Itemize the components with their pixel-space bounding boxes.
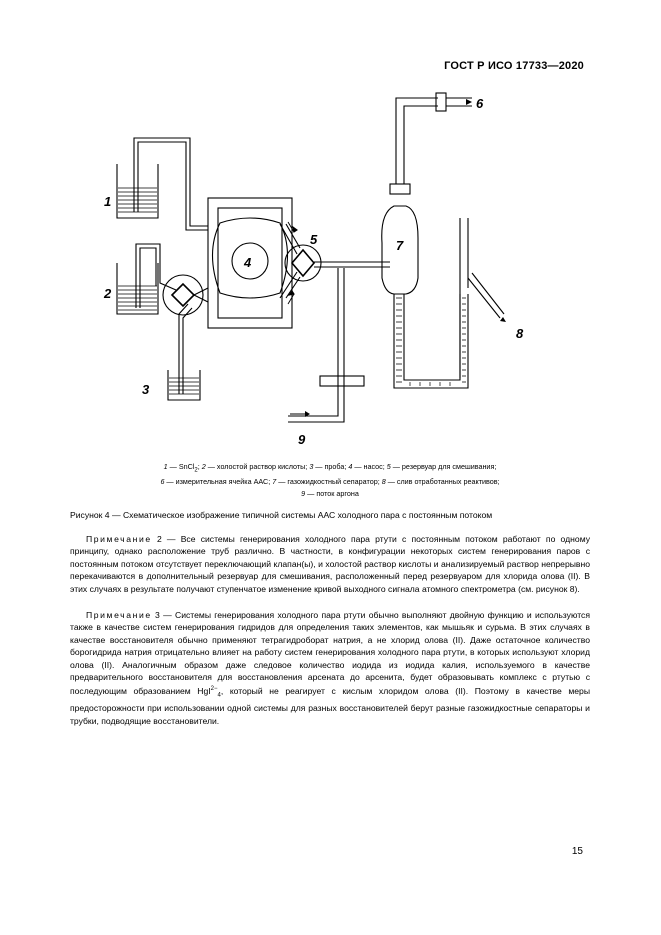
aas-system-diagram <box>80 78 560 453</box>
vessel-2-blank <box>117 244 176 314</box>
vessel-3-sample <box>168 304 200 400</box>
document-header: ГОСТ Р ИСО 17733—2020 <box>444 60 584 72</box>
label-8: 8 <box>516 326 524 341</box>
note-2: Примечание 2 — Все системы генерирования холодного пара ртути с постоянным потоком работают по одному принципу, однако расположение труб различно. В частности, в конфигурации некоторых систем генерирования паров с постоянным потоком отсутствует переключающий клапан(ы), и холостой раствор кислоты и анализируемый раствор непрерывно перекачиваются в дополнительный резервуар для смешивания, расположенный перед резервуаром для хлорида олова (II). В этих случаях в результате получают ступенчатое изменение кривой выходного сигнала атомного спектрометра (см. рисунок 8). <box>70 534 590 594</box>
label-7: 7 <box>396 238 404 253</box>
label-5: 5 <box>310 232 318 247</box>
page-number: 15 <box>571 846 583 857</box>
label-2: 2 <box>104 286 112 301</box>
label-3: 3 <box>142 382 150 397</box>
label-1: 1 <box>104 194 112 209</box>
note-3: Примечание 3 — Системы генерирования холодного пара ртути обычно выполняют двойную функцию и используются также в качестве систем генерирования гидридов для определения таких элементов, как мышьяк и сурьма. В этих случаях в качестве восстановителя обычно применяют тетрагидроборат натрия, а не хлорид олова (II). Даже остаточное количество борогидрида натрия отрицательно влияет на работу систем генерирования холодного пара ртути, в которых используют хлорид олова (II). Аналогичным образом даже следовое количество иодида из иодида калия, используемого в качестве предварительного восстановителя для восстановления арсената до арсенита, будет образовывать комплекс с ртутью с последующим образованием HgI$^{2-}_4$, который не реагирует с кислым хлоридом олова (II). Поэтому в качестве меры предосторожности при использовании одной системы для разных восстановителей берут разные газожидкостные сепараторы и трубки, подводящие восстановители. <box>70 610 590 726</box>
figure-caption: Рисунок 4 — Схематическое изображение типичной системы ААС холодного пара с постоянным потоком <box>70 510 493 520</box>
label-4: 4 <box>244 255 252 270</box>
figure-legend: 1 — SnCl$_2$; 2 — холостой раствор кислоты; 3 — проба; 4 — насос; 5 — резервуар для смешивания; 6 — измерительная ячейка ААС; 7 — газожидкостный сепаратор; 8 — слив отработанных реактивов; 9 — поток аргона <box>160 462 500 499</box>
label-9: 9 <box>298 432 306 447</box>
vessel-1-sncl2 <box>117 138 208 230</box>
label-6: 6 <box>476 96 484 111</box>
